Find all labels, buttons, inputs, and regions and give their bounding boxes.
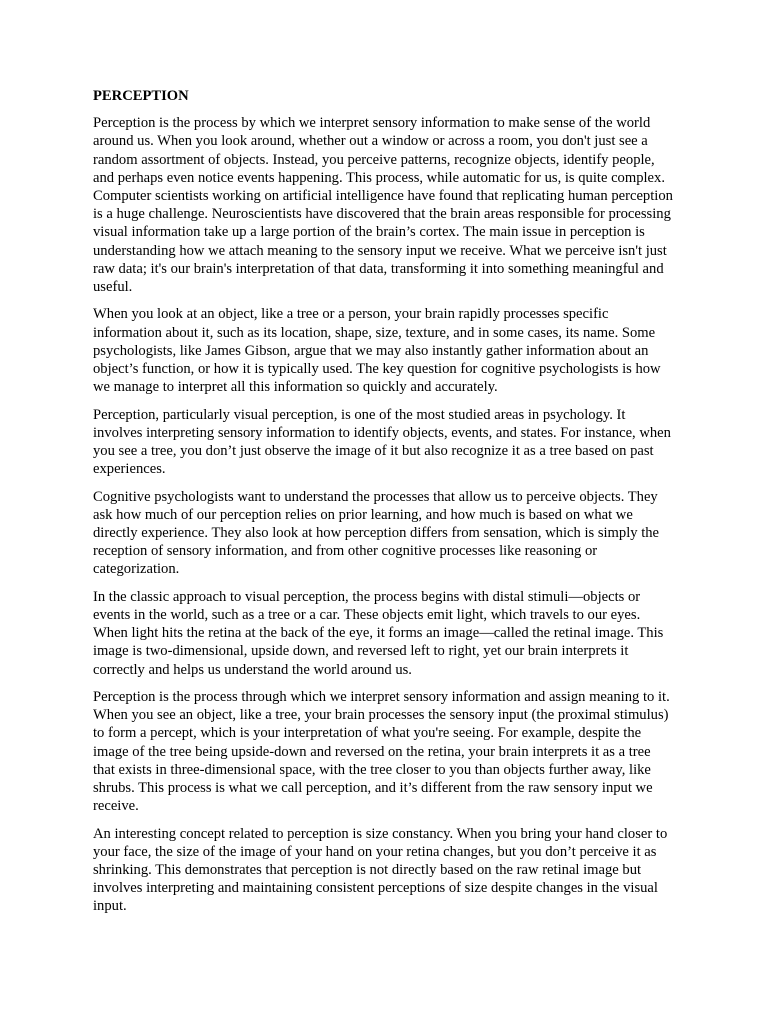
paragraph-1: Perception is the process by which we interpret sensory information to make sense of the world around us. When you look around, whether out a window or across a room, you don't just see a random assortment of objects. Instead, you perceive patterns, recognize objects, identify people, and perhaps even notice events happening. This process, while automatic for us, is quite complex. Computer scientists working on artificial intelligence have found that replicating human perception is a huge challenge. Neuroscientists have discovered that the brain areas responsible for processing visual information take up a large portion of the brain’s cortex. The main issue in perception is understanding how we attach meaning to the sensory input we receive. What we perceive isn't just raw data; it's our brain's interpretation of that data, transforming it into something meaningful and useful.: [93, 115, 673, 296]
paragraph-3: Perception, particularly visual perception, is one of the most studied areas in psychology. It involves interpreting sensory information to identify objects, events, and states. For instance, when you see a tree, you don’t just observe the image of it but also recognize it as a tree based on past experiences.: [93, 406, 671, 478]
document-title: PERCEPTION: [93, 88, 189, 104]
paragraph-6: Perception is the process through which we interpret sensory information and assign meaning to it. When you see an object, like a tree, your brain processes the sensory input (the proximal stimulus) to form a percept, which is your interpretation of what you're seeing. For example, despite the image of the tree being upside-down and reversed on the retina, your brain interprets it as a tree that exists in three-dimensional space, with the tree closer to you than objects further away, like shrubs. This process is what we call perception, and it’s different from the raw sensory input we receive.: [93, 689, 670, 815]
paragraph-7: An interesting concept related to perception is size constancy. When you bring your hand closer to your face, the size of the image of your hand on your retina changes, but you don’t perceive it as shrinking. This demonstrates that perception is not directly based on the raw retinal image but involves interpreting and maintaining consistent perceptions of size despite changes in the visual input.: [93, 825, 668, 915]
paragraph-2: When you look at an object, like a tree or a person, your brain rapidly processes specific information about it, such as its location, shape, size, texture, and in some cases, its name. Some psychologists, like James Gibson, argue that we may also instantly gather information about an object’s function, or how it is typically used. The key question for cognitive psychologists is how we manage to interpret all this information so quickly and accurately.: [93, 306, 661, 396]
document-body: [93, 87, 675, 925]
paragraph-4: Cognitive psychologists want to understand the processes that allow us to perceive objects. They ask how much of our perception relies on prior learning, and how much is based on what we directly experience. They also look at how perception differs from sensation, which is simply the reception of sensory information, and from other cognitive processes like reasoning or categorization.: [93, 488, 660, 578]
paragraph-5: In the classic approach to visual perception, the process begins with distal stimuli—objects or events in the world, such as a tree or a car. These objects emit light, which travels to our eyes. When light hits the retina at the back of the eye, it forms an image—called the retinal image. This image is two-dimensional, upside down, and reversed left to right, yet our brain interprets it correctly and helps us understand the world around us.: [93, 588, 664, 678]
